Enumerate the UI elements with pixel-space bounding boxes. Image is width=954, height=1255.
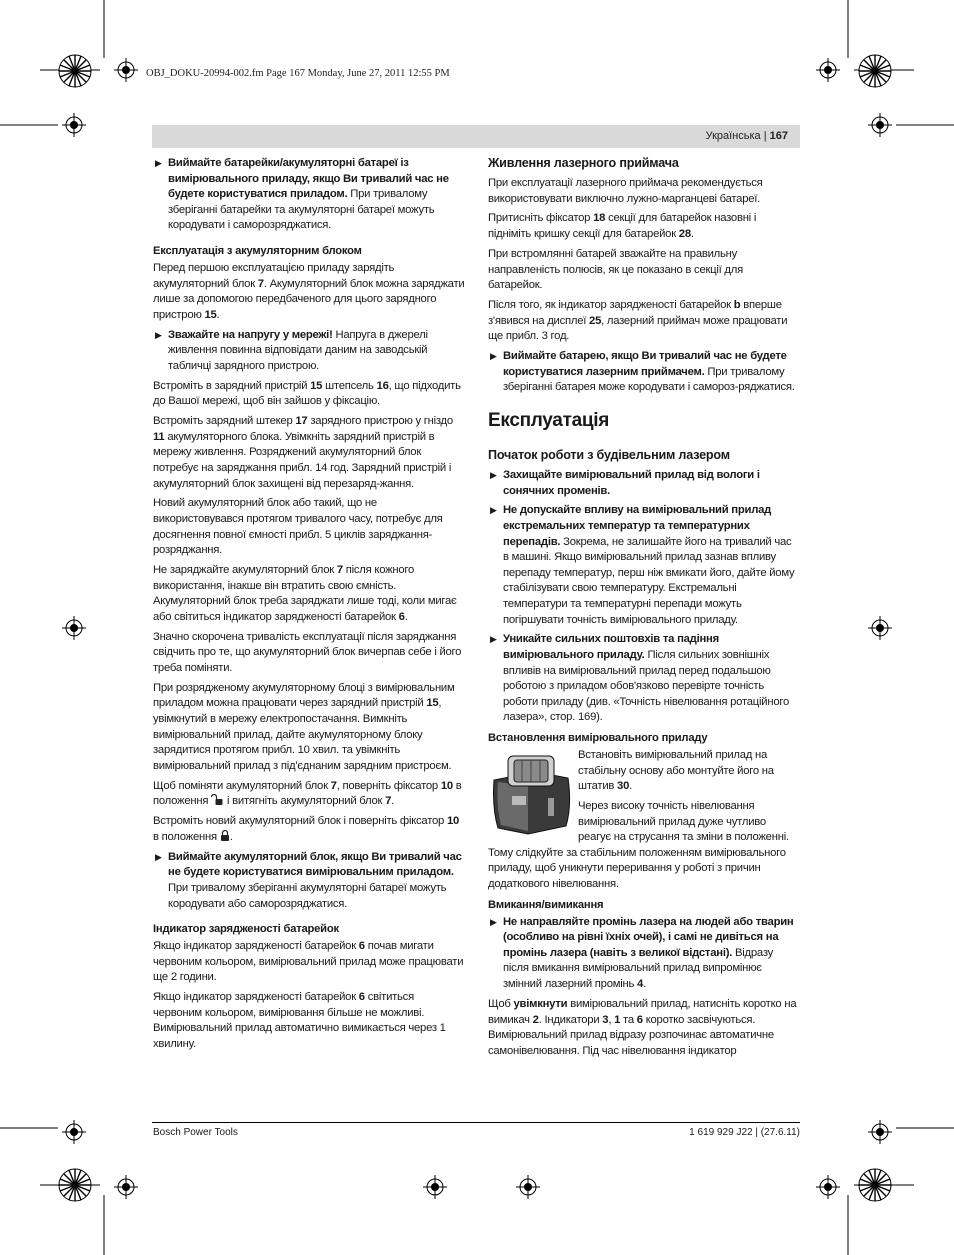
page-header (152, 125, 800, 148)
registration-target (868, 113, 892, 137)
paragraph: При експлуатації лазерного приймача рекомендується використовувати виключно лужно-марганцеві батареї. (488, 177, 763, 205)
registration-target (868, 616, 892, 640)
bullet-text: При тривалому зберіганні батарейки та акумуляторні батареї можуть кородувати і саморозряджатися. (168, 188, 435, 232)
paragraph: Встроміть новий акумуляторний блок і поверніть фіксатор 10 в положення . (153, 815, 460, 843)
registration-target (62, 113, 86, 137)
heading-battery-pack: Експлуатація з акумуляторним блоком (153, 244, 362, 257)
paragraph: Щоб поміняти акумуляторний блок 7, поверніть фіксатор 10 в положення і витягніть акумуляторний блок 7. (153, 779, 462, 808)
arrow-icon: ▶ (155, 851, 162, 862)
footer-brand: Bosch Power Tools (153, 1127, 238, 1138)
registration-target (114, 1175, 138, 1199)
paragraph: Не заряджайте акумуляторний блок 7 після кожного використання, інакше він втратить свою ємність. Акумуляторний блок треба заряджати лише тоді, коли мигає або світиться індикатор зарядженості батарейок 6. (153, 564, 457, 623)
rotation-laser-illustration (488, 748, 574, 836)
registration-target (423, 1175, 447, 1199)
arrow-icon: ▶ (155, 158, 162, 168)
starburst-target (58, 54, 92, 88)
header-text (706, 130, 788, 142)
paragraph: Значно скорочена тривалість експлуатації після заряджання свідчить про те, що акумуляторний блок вичерпав себе і його треба поміняти. (153, 630, 462, 674)
heading-start-operation: Початок роботи з будівельним лазером (488, 447, 730, 462)
arrow-icon: ▶ (490, 469, 497, 480)
footer-rule (152, 1122, 800, 1123)
left-column (153, 156, 465, 1057)
heading-battery-indicator: Індикатор зарядженості батарейок (153, 923, 339, 936)
right-column (488, 156, 800, 1064)
arrow-icon: ▶ (490, 634, 497, 645)
bullet-laser-warning: ▶ Не направляйте промінь лазера на людей або тварин (особливо на рівні їхніх очей), і самі не дивіться на промінь лазера (навіть з великої відстані). Відразу після вмикання вимірювальний прилад випромінює змінний лазерний промінь 4. (490, 915, 794, 991)
bullet-mains-voltage: ▶ Зважайте на напругу у мережі! Напруга в джерелі живлення повинна відповідати даним на заводській табличці зарядного пристрою. (155, 328, 428, 372)
paragraph: Встановіть вимірювальний прилад на стабільну основу або монтуйте його на штатив 30. (578, 749, 774, 793)
bullet-extreme-temperatures: ▶ Не допускайте впливу на вимірювальний прилад екстремальних температур та температурних перепадів. Зокрема, не залишайте його на тривалий час в машині. Якщо вимірювальний прилад зазнав впливу перепаду температур, перш ніж вмикати його, дайте йому стабілізувати свою температуру. Екстремальні температури та температурні перепади можуть погіршувати точність вимірювального приладу. (490, 504, 795, 626)
bullet-remove-receiver-battery: ▶ Виймайте батарею, якщо Ви тривалий час не будете користуватися лазерним приймачем. При тривалому зберіганні батарея може кородувати і самороз-ряджатися. (490, 350, 795, 394)
bullet-bold: Виймайте батарейки/акумуляторні батареї із вимірювального приладу, якщо Ви тривалий час не будете користуватися приладом. (168, 157, 449, 201)
paragraph: Встроміть зарядний штекер 17 зарядного пристрою у гніздо 11 акумуляторного блока. Увімкніть зарядний пристрій в мережу живлення. Розряджений акумуляторний блок потребує на заряджання прибл. 14 год. Зарядний пристрій і акумуляторний блок захищені від перезаряд-жання. (153, 415, 453, 490)
bullet-remove-battery-pack: ▶ Виймайте акумуляторний блок, якщо Ви тривалий час не будете користуватися вимірювальним приладом. При тривалому зберіганні акумуляторні батареї можуть кородувати або саморозряджатися. (155, 850, 462, 910)
lock-icon (220, 830, 230, 841)
header-language: Українська (705, 130, 761, 142)
arrow-icon: ▶ (490, 505, 497, 516)
footer-doc-number: 1 619 929 J22 | (27.6.11) (689, 1127, 800, 1138)
starburst-target (58, 1168, 92, 1202)
paragraph: Новий акумуляторний блок або такий, що не використовувався протягом тривалого часу, потребує для досягнення повної ємності прибл. 5 циклів заряджання-розряджання. (153, 497, 443, 557)
registration-target (868, 1120, 892, 1144)
bullet-avoid-impacts: ▶ Уникайте сильних поштовхів та падіння вимірювального приладу. Після сильних зовнішніх впливів на вимірювальний прилад перед подальшою роботою з приладом обов'язково перевірте точність роботи приладу (див. «Точність нівелювання ротаційного лазера», стор. 169). (490, 633, 790, 724)
paragraph: Якщо індикатор зарядженості батарейок 6 почав мигати червоним кольором, вимірювальний прилад може працювати ще 2 години. (153, 940, 464, 984)
bullet-remove-batteries (153, 156, 465, 234)
paragraph: Встроміть в зарядний пристрій 15 штепсель 16, що підходить до Вашої мережі, щоб він зайшов у фіксацію. (153, 379, 461, 408)
paragraph: Притисніть фіксатор 18 секції для батарейок назовні і підніміть кришку секції для батарейок 28. (488, 212, 757, 241)
arrow-icon: ▶ (490, 351, 497, 362)
paragraph: Після того, як індикатор зарядженості батарейок b вперше з'явився на дисплеї 25, лазерний приймач може працювати ще прибл. 3 год. (488, 299, 788, 343)
paragraph: При розрядженому акумуляторному блоці з вимірювальним приладом можна працювати через зарядний пристрій 15, увімкнутий в мережу електропостачання. Вимкніть вимірювальний прилад, дайте акумуляторному блоку зарядитися протягом прибл. 10 хвил. та увімкніть вимірювальний прилад з під'єднаним зарядним пристроєм. (153, 681, 455, 772)
page-number: 167 (769, 130, 788, 142)
registration-target (816, 1175, 840, 1199)
paragraph: Щоб увімкнути вимірювальний прилад, натисніть коротко на вимикач 2. Індикатори 3, 1 та 6 коротко засвічуються. Вимірювальний прилад відразу розпочинає автоматичне самонівелювання. Під час нівелювання індикатор (488, 997, 797, 1057)
paragraph: При встромлянні батарей зважайте на правильну направленість полюсів, як це показано в секції для батарейок. (488, 247, 743, 292)
heading-on-off: Вмикання/вимикання (488, 898, 604, 911)
paragraph: Перед першою експлуатацією приладу зарядіть акумуляторний блок 7. Акумуляторний блок можна заряджати лише за допомогою передбаченого для цього зарядного пристрою 15. (153, 261, 465, 321)
arrow-icon: ▶ (490, 916, 497, 927)
bullet-protect-moisture: ▶ Захищайте вимірювальний прилад від вологи і сонячних променів. (490, 468, 760, 497)
registration-target (516, 1175, 540, 1199)
unlock-icon (211, 794, 224, 805)
header-separator: | (760, 130, 770, 142)
registration-target (816, 58, 840, 82)
arrow-icon: ▶ (155, 329, 162, 340)
paragraph: Якщо індикатор зарядженості батарейок 6 світиться червоним кольором, вимірювання більше не можливі. Вимірювальний прилад автоматично вимикається через 1 хвилину. (153, 991, 446, 1050)
registration-target (62, 616, 86, 640)
section-title-operation: Експлуатація (488, 409, 609, 431)
heading-setup: Встановлення вимірювального приладу (488, 732, 708, 744)
starburst-target (858, 54, 892, 88)
registration-target (62, 1120, 86, 1144)
starburst-target (858, 1168, 892, 1202)
paragraph: Через високу точність нівелювання вимірювальний прилад дуже чутливо реагує на струсання та зміни в положенні. Тому слідкуйте за стабільним положенням вимірювального приладу, щоб уникнути переривання у роботі з причин додаткового нівелювання. (488, 800, 789, 891)
file-slug: OBJ_DOKU-20994-002.fm Page 167 Monday, June 27, 2011 12:55 PM (146, 68, 450, 79)
registration-target (114, 58, 138, 82)
heading-receiver-power: Живлення лазерного приймача (488, 156, 679, 170)
